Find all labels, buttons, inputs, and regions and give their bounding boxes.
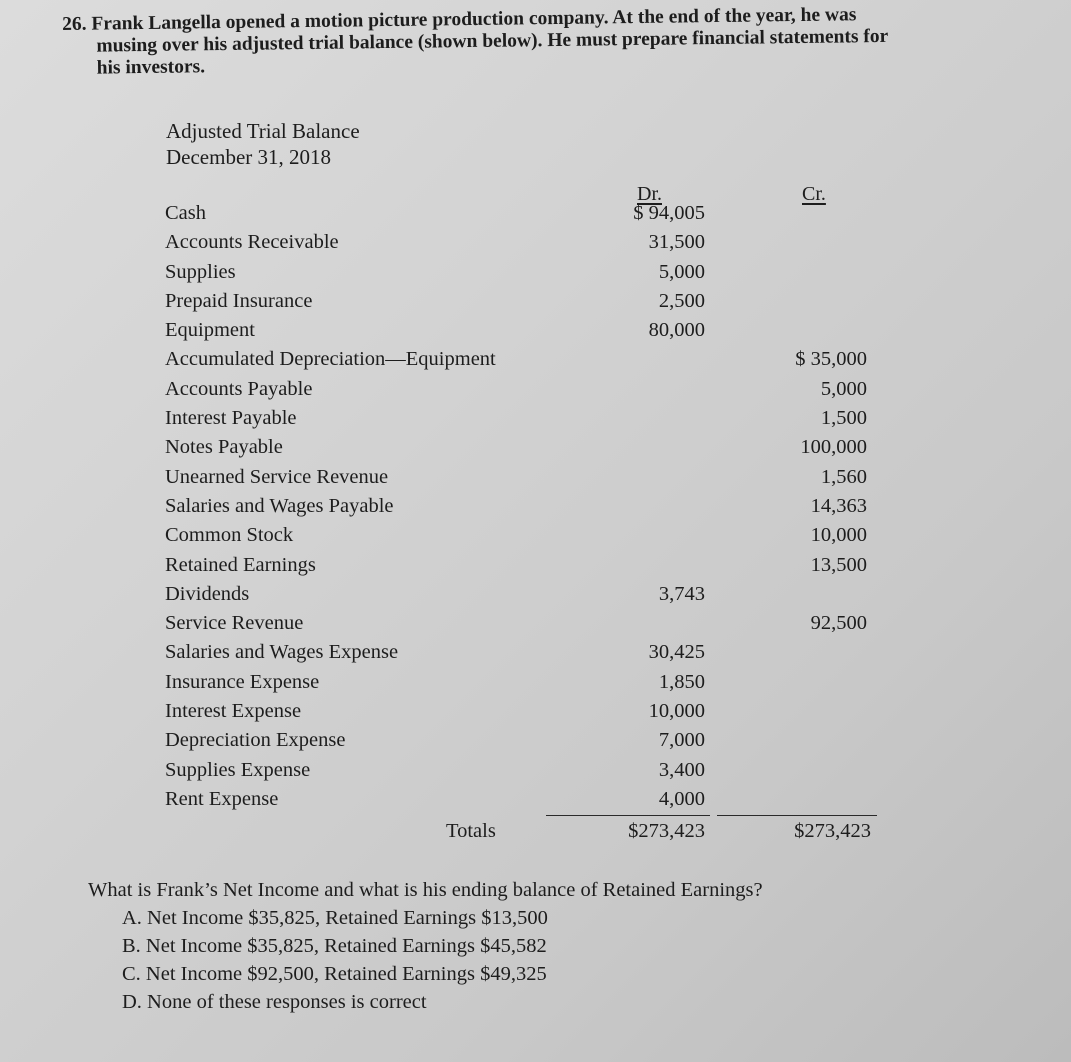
debit-total-rule — [546, 815, 710, 816]
account-name: Service Revenue — [165, 612, 304, 635]
debit-amount: 5,000 — [658, 260, 705, 283]
debit-amount: 80,000 — [648, 319, 705, 342]
question-text — [62, 3, 993, 80]
table-row — [0, 462, 1071, 491]
table-row — [0, 315, 1071, 344]
account-name: Interest Payable — [165, 407, 297, 430]
table-row — [0, 403, 1071, 432]
credit-amount: 13,500 — [810, 553, 867, 576]
question-line-1: 26. Frank Langella opened a motion picture production company. At the end of the year, he was — [62, 4, 857, 35]
table-row — [0, 608, 1071, 637]
table-row — [0, 696, 1071, 725]
account-name: Retained Earnings — [165, 553, 316, 576]
account-name: Salaries and Wages Payable — [165, 494, 394, 517]
table-row — [0, 579, 1071, 608]
debit-amount: 2,500 — [658, 289, 705, 312]
debit-amount: $ 94,005 — [633, 202, 705, 224]
table-row — [0, 520, 1071, 549]
question-line-3: his investors. — [96, 56, 206, 79]
debit-amount: 1,850 — [658, 670, 705, 693]
table-row — [0, 550, 1071, 579]
table-row — [0, 344, 1071, 373]
debit-amount: 4,000 — [658, 787, 705, 810]
trial-balance-title: Adjusted Trial Balance — [166, 119, 360, 143]
table-row — [0, 784, 1071, 813]
mcq-option-b[interactable]: B. Net Income $35,825, Retained Earnings $45,582 — [122, 935, 547, 957]
debit-amount: 7,000 — [658, 729, 705, 752]
account-name: Rent Expense — [165, 787, 279, 810]
question-line-2: musing over his adjusted trial balance (shown below). He must prepare financial statements for — [96, 25, 889, 57]
debit-amount: 31,500 — [648, 231, 705, 254]
credit-amount: 5,000 — [820, 377, 867, 400]
table-row — [0, 257, 1071, 286]
trial-balance-date: December 31, 2018 — [166, 145, 332, 169]
totals-label: Totals — [446, 820, 496, 842]
table-row — [0, 667, 1071, 696]
table-row — [0, 286, 1071, 315]
account-name: Accounts Payable — [165, 377, 313, 400]
account-name: Supplies Expense — [165, 758, 311, 781]
debit-amount: 3,400 — [658, 758, 705, 781]
table-row — [0, 227, 1071, 256]
debit-column-header: Dr. — [637, 183, 662, 205]
table-row — [0, 491, 1071, 520]
account-name: Depreciation Expense — [165, 729, 346, 752]
trial-balance-heading — [166, 118, 360, 170]
account-name: Notes Payable — [165, 436, 283, 459]
mcq-option-c[interactable]: C. Net Income $92,500, Retained Earnings $49,325 — [122, 963, 547, 985]
account-name: Dividends — [165, 582, 250, 605]
account-name: Equipment — [165, 319, 255, 342]
trial-balance-table — [0, 198, 1071, 813]
mcq-stem: What is Frank’s Net Income and what is his ending balance of Retained Earnings? — [88, 879, 763, 901]
account-name: Unearned Service Revenue — [165, 465, 389, 488]
account-name: Supplies — [165, 260, 236, 283]
account-name: Salaries and Wages Expense — [165, 641, 399, 664]
credit-amount: 1,560 — [820, 465, 867, 488]
total-debits: $273,423 — [628, 820, 705, 842]
debit-amount: 3,743 — [658, 582, 705, 605]
table-row — [0, 198, 1071, 227]
table-row — [0, 432, 1071, 461]
table-row — [0, 637, 1071, 666]
credit-column-header: Cr. — [802, 183, 826, 205]
table-row — [0, 755, 1071, 784]
account-name: Cash — [165, 202, 206, 224]
total-credits: $273,423 — [794, 820, 871, 842]
multiple-choice-question — [88, 876, 763, 1016]
credit-amount: 14,363 — [810, 494, 867, 517]
credit-amount: 92,500 — [810, 612, 867, 635]
credit-amount: 10,000 — [810, 524, 867, 547]
credit-amount: 1,500 — [820, 407, 867, 430]
credit-amount: 100,000 — [800, 436, 867, 459]
account-name: Accumulated Depreciation—Equipment — [165, 348, 496, 371]
table-row — [0, 374, 1071, 403]
debit-amount: 30,425 — [648, 641, 705, 664]
credit-amount: $ 35,000 — [795, 348, 867, 371]
account-name: Common Stock — [165, 524, 294, 547]
credit-total-rule — [717, 815, 877, 816]
mcq-option-a[interactable]: A. Net Income $35,825, Retained Earnings $13,500 — [122, 907, 548, 929]
account-name: Prepaid Insurance — [165, 289, 313, 312]
table-row — [0, 725, 1071, 754]
account-name: Insurance Expense — [165, 670, 320, 693]
account-name: Accounts Receivable — [165, 231, 339, 254]
account-name: Interest Expense — [165, 700, 302, 723]
mcq-option-d[interactable]: D. None of these responses is correct — [122, 991, 427, 1013]
debit-amount: 10,000 — [648, 700, 705, 723]
